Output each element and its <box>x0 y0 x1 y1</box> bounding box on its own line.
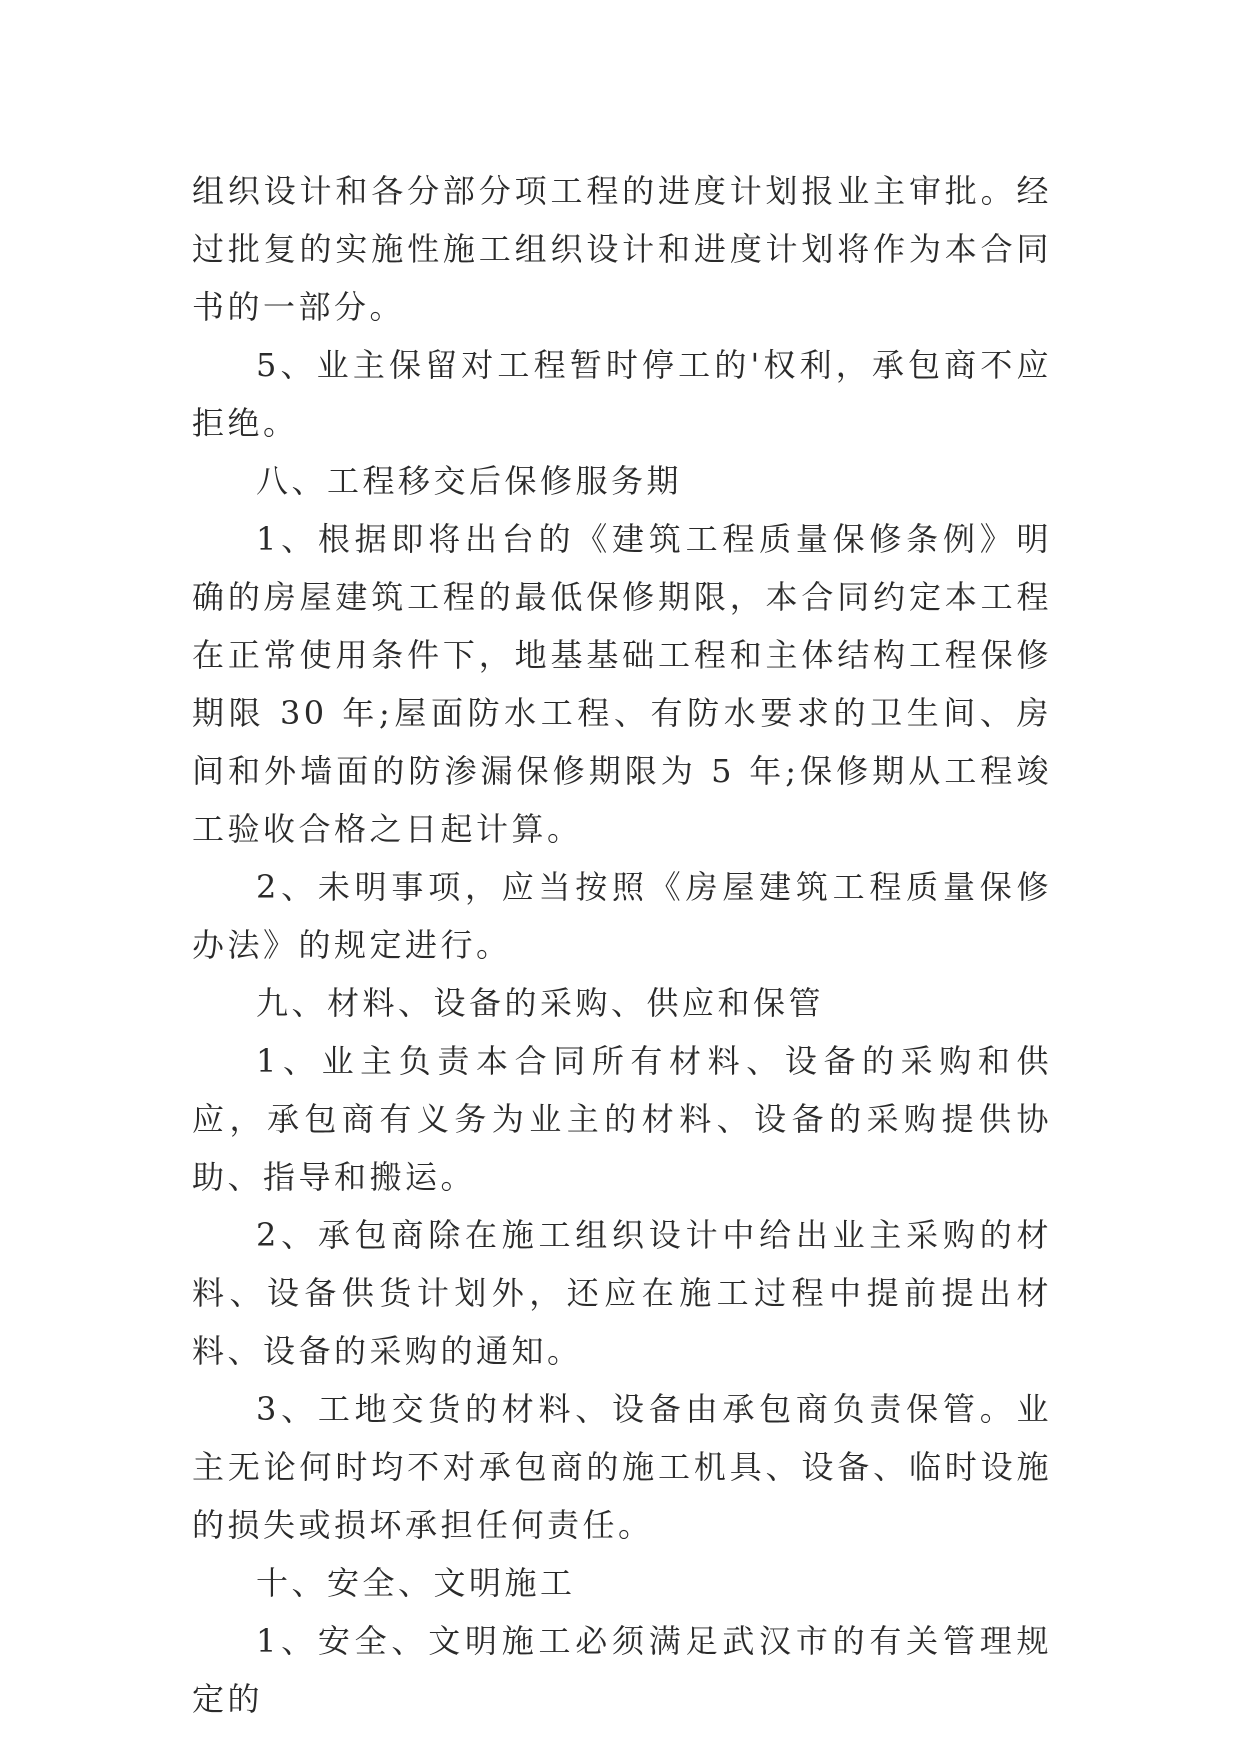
section-heading-8: 八、工程移交后保修服务期 <box>256 462 683 500</box>
paragraph-clause-9-2: 2、承包商除在施工组织设计中给出业主采购的材料、设备供货计划外，还应在施工过程中提前提出材料、设备的采购的通知。 <box>192 1216 1052 1370</box>
paragraph-clause-8-2: 2、未明事项，应当按照《房屋建筑工程质量保修办法》的规定进行。 <box>192 868 1052 964</box>
paragraph-clause-9-1: 1、业主负责本合同所有材料、设备的采购和供应，承包商有义务为业主的材料、设备的采购提供协助、指导和搬运。 <box>192 1042 1052 1196</box>
section-heading-9: 九、材料、设备的采购、供应和保管 <box>256 984 825 1022</box>
paragraph-continuation: 组织设计和各分部分项工程的进度计划报业主审批。经过批复的实施性施工组织设计和进度计划将作为本合同书的一部分。 <box>192 172 1052 326</box>
document-body <box>192 162 1052 1728</box>
paragraph-clause-7-5: 5、业主保留对工程暂时停工的'权利，承包商不应拒绝。 <box>192 346 1052 442</box>
paragraph-clause-8-1: 1、根据即将出台的《建筑工程质量保修条例》明确的房屋建筑工程的最低保修期限，本合同约定本工程在正常使用条件下，地基基础工程和主体结构工程保修期限 30 年;屋面防水工程、有防水要求的卫生间、房间和外墙面的防渗漏保修期限为 5 年;保修期从工程竣工验收合格之日起计算。 <box>192 520 1052 848</box>
section-heading-10: 十、安全、文明施工 <box>256 1564 576 1602</box>
paragraph-clause-10-1: 1、安全、文明施工必须满足武汉市的有关管理规定的 <box>192 1622 1052 1718</box>
paragraph-clause-9-3: 3、工地交货的材料、设备由承包商负责保管。业主无论何时均不对承包商的施工机具、设备、临时设施的损失或损坏承担任何责任。 <box>192 1390 1052 1544</box>
